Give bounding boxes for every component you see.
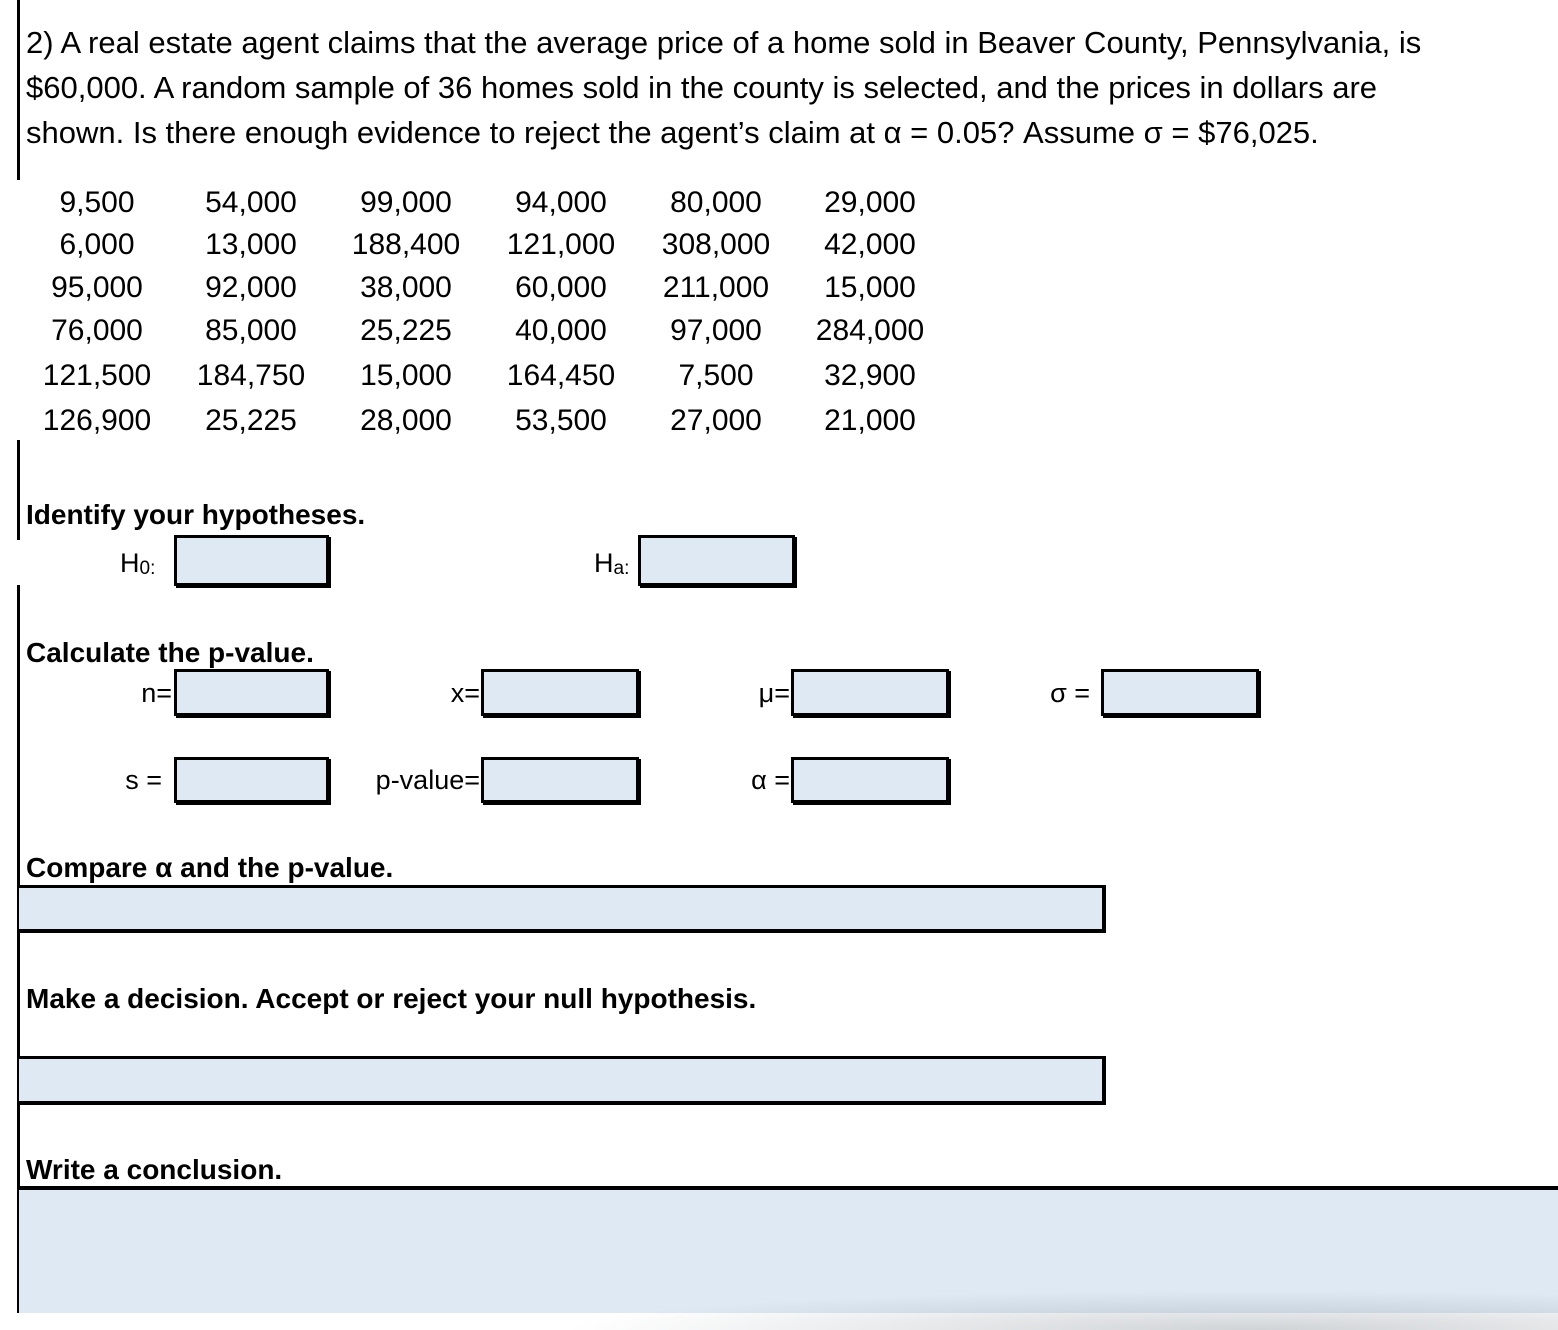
alpha-input[interactable] (794, 760, 946, 800)
decision-input-box[interactable] (19, 1056, 1106, 1105)
n-input[interactable] (177, 672, 326, 713)
n-label: n= (141, 678, 172, 708)
price-cell: 60,000 (515, 271, 607, 304)
h0-input[interactable] (177, 538, 326, 583)
ha-label (594, 546, 638, 584)
price-cell: 15,000 (824, 271, 916, 304)
price-cell: 53,500 (515, 404, 607, 437)
price-cell: 28,000 (360, 404, 452, 437)
conclusion-heading: Write a conclusion. (26, 1154, 283, 1185)
price-cell: 184,750 (196, 359, 306, 392)
price-cell: 54,000 (205, 186, 297, 219)
price-cell: 21,000 (824, 404, 916, 437)
price-cell: 13,000 (205, 228, 297, 261)
price-cell: 15,000 (360, 359, 452, 392)
pvalue-input-box[interactable] (481, 757, 639, 803)
hypotheses-heading: Identify your hypotheses. (26, 499, 366, 530)
problem-line-2: $60,000. A random sample of 36 homes sold in the county is selected, and the prices in dollars are (26, 70, 1378, 105)
problem-line-3: shown. Is there enough evidence to reject the agent’s claim at α = 0.05? Assume σ = $76,025. (26, 115, 1319, 150)
price-cell: 38,000 (360, 271, 452, 304)
price-cell: 211,000 (662, 271, 770, 304)
price-cell: 80,000 (670, 186, 762, 219)
price-cell: 6,000 (59, 228, 135, 261)
ha-label-main: H (594, 548, 614, 578)
price-cell: 9,500 (59, 186, 135, 219)
price-cell: 25,225 (360, 314, 452, 347)
price-cell: 284,000 (815, 314, 925, 347)
pvalue-label: p-value= (375, 765, 480, 795)
mu-input[interactable] (794, 672, 946, 713)
price-cell: 95,000 (51, 271, 143, 304)
s-input[interactable] (177, 760, 326, 800)
xbar-input-box[interactable] (481, 669, 639, 716)
price-cell: 27,000 (670, 404, 762, 437)
mu-label: μ= (758, 678, 790, 708)
pvalue-heading: Calculate the p-value. (26, 637, 314, 668)
left-rule-top (17, 0, 20, 180)
compare-input-box[interactable] (19, 885, 1106, 933)
price-cell: 97,000 (670, 314, 762, 347)
xbar-label: x= (450, 678, 480, 708)
pvalue-input[interactable] (484, 760, 636, 800)
price-cell: 92,000 (205, 271, 297, 304)
compare-heading: Compare α and the p-value. (26, 852, 394, 883)
price-cell: 121,000 (506, 228, 616, 261)
page-shadow (560, 1290, 1558, 1330)
alpha-input-box[interactable] (791, 757, 949, 803)
price-cell: 85,000 (205, 314, 297, 347)
price-cell: 126,900 (42, 404, 152, 437)
h0-input-box[interactable] (174, 535, 329, 586)
n-input-box[interactable] (174, 669, 329, 716)
s-input-box[interactable] (174, 757, 329, 803)
price-cell: 94,000 (515, 186, 607, 219)
h0-label-sub: 0: (139, 558, 156, 579)
price-cell: 42,000 (824, 228, 916, 261)
sigma-input-box[interactable] (1101, 669, 1259, 716)
price-cell: 32,900 (824, 359, 916, 392)
price-cell: 76,000 (51, 314, 143, 347)
left-rule-hypotheses (17, 440, 20, 540)
price-cell: 29,000 (824, 186, 916, 219)
price-cell: 25,225 (205, 404, 297, 437)
xbar-input[interactable] (484, 672, 636, 713)
price-cell: 188,400 (351, 228, 461, 261)
ha-input[interactable] (641, 538, 792, 583)
sigma-label: σ = (1050, 678, 1090, 708)
alpha-label: α = (751, 765, 790, 795)
compare-input[interactable] (19, 888, 1102, 929)
decision-heading: Make a decision. Accept or reject your null hypothesis. (26, 983, 757, 1014)
ha-input-box[interactable] (638, 535, 795, 586)
price-cell: 99,000 (360, 186, 452, 219)
ha-label-sub: a: (613, 558, 630, 579)
h0-label (120, 546, 172, 584)
price-cell: 7,500 (678, 359, 754, 392)
problem-line-1: 2) A real estate agent claims that the average price of a home sold in Beaver County, Pennsylvania, is (26, 25, 1422, 60)
problem-statement (26, 20, 1526, 155)
mu-input-box[interactable] (791, 669, 949, 716)
price-cell: 164,450 (506, 359, 616, 392)
decision-input[interactable] (19, 1059, 1102, 1101)
s-label: s = (125, 765, 162, 795)
sigma-input[interactable] (1104, 672, 1256, 713)
h0-label-main: H (120, 548, 140, 578)
price-cell: 121,500 (42, 359, 152, 392)
price-cell: 40,000 (515, 314, 607, 347)
price-cell: 308,000 (661, 228, 771, 261)
